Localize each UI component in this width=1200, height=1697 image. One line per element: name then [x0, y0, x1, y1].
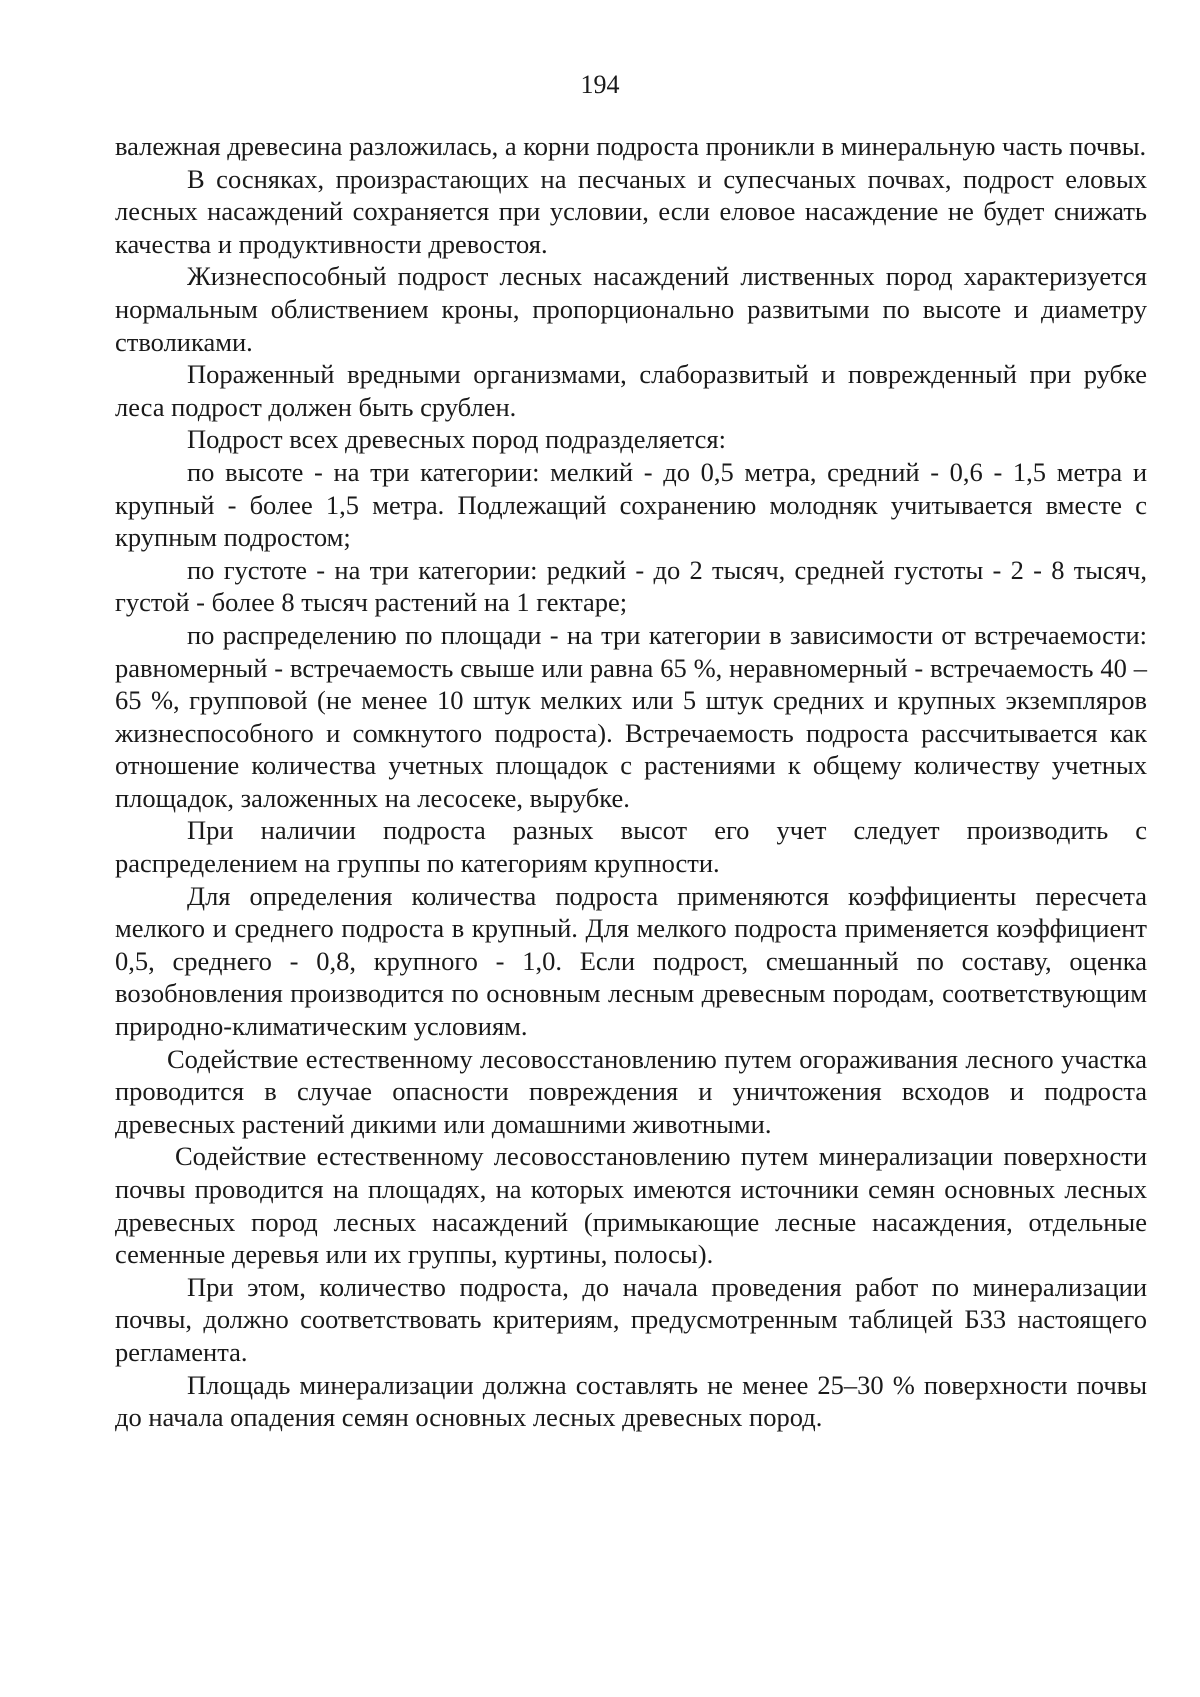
paragraph-damaged-undergrowth: Пораженный вредными организмами, слаборазвитый и поврежденный при рубке леса подрост должен быть срублен. — [115, 359, 1147, 422]
paragraph-mineralization-area: Площадь минерализации должна составлять не менее 25–30 % поверхности почвы до начала опадения семян основных лесных древесных пород. — [115, 1369, 1147, 1433]
paragraph-mineralization: Содействие естественному лесовосстановлению путем минерализации поверхности почвы проводится на площадях, на которых имеются источники семян основных лесных древесных пород лесных насаждений (примыкающие лесные насаждения, отдельные семенные деревья или их группы, куртины, полосы). — [115, 1141, 1147, 1270]
paragraph-by-density: по густоте - на три категории: редкий - до 2 тысяч, средней густоты - 2 - 8 тысяч, густой - более 8 тысяч растений на 1 гектаре; — [115, 554, 1147, 618]
paragraph-fencing: Содействие естественному лесовосстановлению путем огораживания лесного участка проводится в случае опасности повреждения и уничтожения всходов и подроста древесных растений дикими или домашними животными. — [115, 1043, 1147, 1139]
document-body — [115, 130, 1147, 1434]
paragraph-classification-intro: Подрост всех древесных пород подразделяется: — [187, 424, 726, 455]
paragraph-by-height: по высоте - на три категории: мелкий - до 0,5 метра, средний - 0,6 - 1,5 метра и крупный - более 1,5 метра. Подлежащий сохранению молодняк учитывается вместе с крупным подростом; — [115, 456, 1147, 553]
paragraph-mineralization-criteria: При этом, количество подроста, до начала проведения работ по минерализации почвы, должно соответствовать критериям, предусмотренным таблицей Б33 настоящего регламента. — [115, 1271, 1147, 1367]
page-number: 194 — [580, 70, 620, 99]
paragraph-by-distribution: по распределению по площади - на три категории в зависимости от встречаемости: равномерный - встречаемость свыше или равна 65 %, неравномерный - встречаемость 40 – 65 %, групповой (не менее 10 штук мелких или 5 штук средних и крупных экземпляров жизнеспособного и сомкнутого подроста). Встречаемость подроста рассчитывается как отношение количества учетных площадок с растениями к общему количеству учетных площадок, заложенных на лесосеке, вырубке. — [115, 619, 1147, 813]
paragraph-spruce-undergrowth: В сосняках, произрастающих на песчаных и супесчаных почвах, подрост еловых лесных насаждений сохраняется при условии, если еловое насаждение не будет снижать качества и продуктивности древостоя. — [115, 163, 1147, 259]
paragraph-viable-undergrowth: Жизнеспособный подрост лесных насаждений лиственных пород характеризуется нормальным облиствением кроны, пропорционально развитыми по высоте и диаметру стволиками. — [115, 261, 1147, 357]
paragraph-continuation: валежная древесина разложилась, а корни подроста проникли в минеральную часть почвы. — [115, 131, 1147, 161]
paragraph-mixed-heights: При наличии подроста разных высот его учет следует производить с распределением на группы по категориям крупности. — [115, 815, 1147, 879]
paragraph-conversion-coefficients: Для определения количества подроста применяются коэффициенты пересчета мелкого и среднего подроста в крупный. Для мелкого подроста применяется коэффициент 0,5, среднего - 0,8, крупного - 1,0. Если подрост, смешанный по составу, оценка возобновления производится по основным лесным древесным породам, соответствующим природно-климатическим условиям. — [115, 880, 1147, 1042]
